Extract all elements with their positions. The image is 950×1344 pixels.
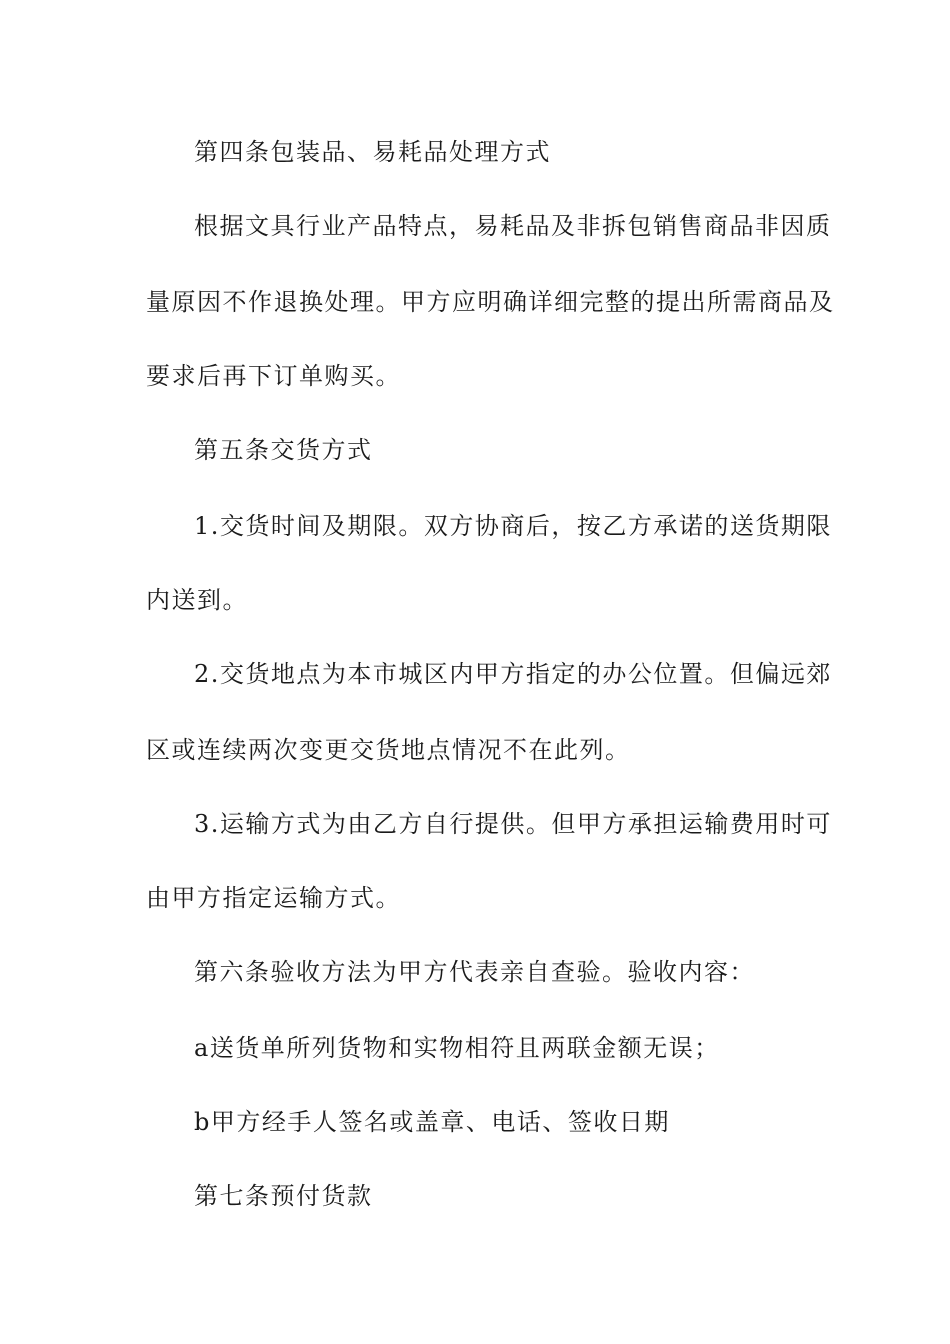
paragraph-line: 根据文具行业产品特点，易耗品及非拆包销售商品非因质 [194, 212, 832, 240]
paragraph-line: 3.运输方式为由乙方自行提供。但甲方承担运输费用时可 [194, 810, 832, 838]
article-4-heading: 第四条包装品、易耗品处理方式 [194, 138, 551, 166]
paragraph-line: 2.交货地点为本市城区内甲方指定的办公位置。但偏远郊 [194, 660, 832, 688]
paragraph-line: 内送到。 [146, 586, 248, 614]
paragraph-line: 1.交货时间及期限。双方协商后，按乙方承诺的送货期限 [194, 512, 832, 540]
article-7-heading: 第七条预付货款 [194, 1182, 373, 1210]
article-5-heading: 第五条交货方式 [194, 436, 373, 464]
paragraph-line: a送货单所列货物和实物相符且两联金额无误； [194, 1034, 720, 1062]
paragraph-line: 区或连续两次变更交货地点情况不在此列。 [146, 736, 631, 764]
paragraph-line: 要求后再下订单购买。 [146, 362, 401, 390]
article-6-heading: 第六条验收方法为甲方代表亲自查验。验收内容： [194, 958, 755, 986]
paragraph-line: b甲方经手人签名或盖章、电话、签收日期 [194, 1108, 670, 1136]
paragraph-line: 由甲方指定运输方式。 [146, 884, 401, 912]
paragraph-line: 量原因不作退换处理。甲方应明确详细完整的提出所需商品及 [146, 288, 835, 316]
